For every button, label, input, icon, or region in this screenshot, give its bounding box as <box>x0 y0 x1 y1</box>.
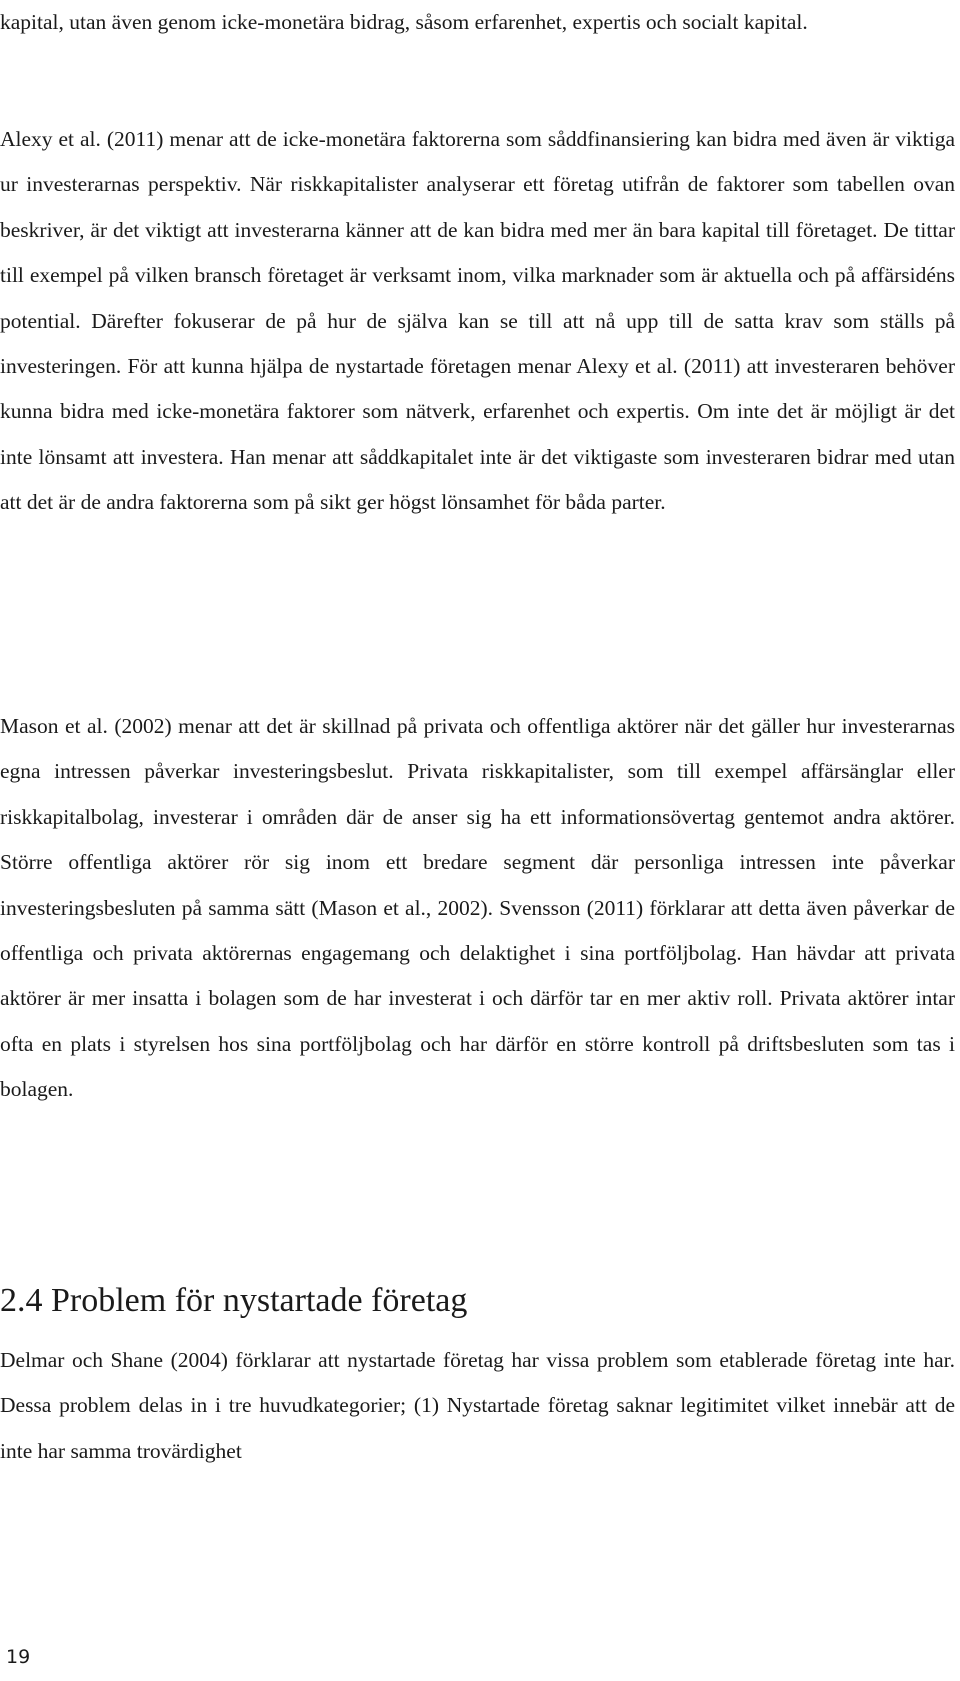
page-number: 19 <box>6 1646 31 1668</box>
body-paragraph: Mason et al. (2002) menar att det är skillnad på privata och offentliga aktörer när det gäller hur investerarnas egna intressen påverkar investeringsbeslut. Privata riskkapitalister, som till exempel affärsänglar eller riskkapitalbolag, investerar i områden där de anser sig ha ett informationsövertag gentemot andra aktörer. Större offentliga aktörer rör sig inom ett bredare segment där personliga intressen inte påverkar investeringsbesluten på samma sätt (Mason et al., 2002). Svensson (2011) förklarar att detta även påverkar de offentliga och privata aktörernas engagemang och delaktighet i sina portföljbolag. Han hävdar att privata aktörer är mer insatta i bolagen som de har investerat i och därför tar en mer aktiv roll. Privata aktörer intar ofta en plats i styrelsen hos sina portföljbolag och har därför en större kontroll på driftsbesluten som tas i bolagen. <box>0 714 955 1102</box>
body-paragraph: Delmar och Shane (2004) förklarar att nystartade företag har vissa problem som etablerade företag inte har. Dessa problem delas in i tre huvudkategorier; (1) Nystartade företag saknar legitimitet vilket innebär att de inte har samma trovärdighet <box>0 1348 955 1463</box>
body-paragraph: Alexy et al. (2011) menar att de icke-monetära faktorerna som såddfinansiering kan bidra med även är viktiga ur investerarnas perspektiv. När riskkapitalister analyserar ett företag utifrån de faktorer som tabellen ovan beskriver, är det viktigt att investerarna känner att de kan bidra med mer än bara kapital till företaget. De tittar till exempel på vilken bransch företaget är verksamt inom, vilka marknader som är aktuella och på affärsidéns potential. Därefter fokuserar de på hur de själva kan se till att nå upp till de satta krav som ställs på investeringen. För att kunna hjälpa de nystartade företagen menar Alexy et al. (2011) att investeraren behöver kunna bidra med icke-monetära faktorer som nätverk, erfarenhet och expertis. Om inte det är möjligt är det inte lönsamt att investera. Han menar att såddkapitalet inte är det viktigaste som investeraren bidrar med utan att det är de andra faktorerna som på sikt ger högst lönsamhet för båda parter. <box>0 127 955 515</box>
body-paragraph: kapital, utan även genom icke-monetära bidrag, såsom erfarenhet, expertis och socialt kapital. <box>0 10 808 34</box>
section-heading: 2.4 Problem för nystartade företag <box>0 1282 468 1319</box>
